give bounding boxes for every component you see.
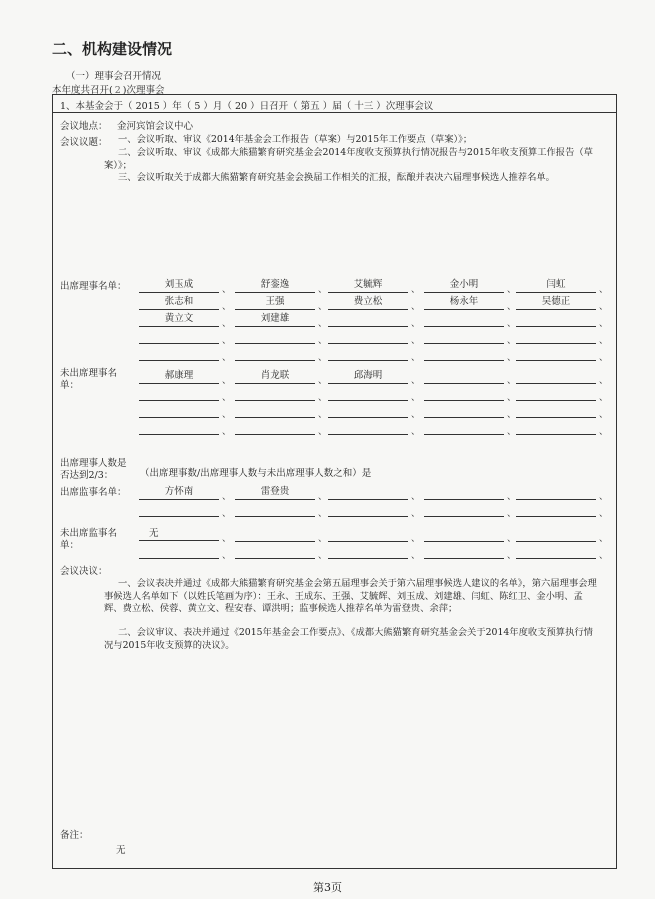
separator-comma: 、 [507, 319, 517, 329]
blank-slot [516, 420, 596, 435]
director-name: 王强 [235, 295, 315, 310]
blank-slot [235, 386, 315, 401]
separator-comma: 、 [507, 393, 517, 403]
separator-comma: 、 [507, 376, 517, 386]
quorum-label: 出席理事人数是否达到2/3： [60, 458, 127, 481]
separator-comma: 、 [411, 353, 421, 363]
separator-comma: 、 [599, 376, 609, 386]
blank-slot [328, 386, 408, 401]
attending-directors-label: 出席理事名单： [60, 281, 127, 292]
resolution-label: 会议决议： [60, 566, 108, 577]
separator-comma: 、 [222, 376, 232, 386]
separator-comma: 、 [318, 492, 328, 502]
meeting-year: 2015 [135, 101, 160, 112]
separator-comma: 、 [318, 509, 328, 519]
separator-comma: 、 [411, 509, 421, 519]
separator-comma: 、 [507, 285, 517, 295]
remarks-label: 备注： [60, 830, 89, 841]
separator-comma: 、 [411, 551, 421, 561]
separator-comma: 、 [222, 492, 232, 502]
absent-directors-label: 未出席理事名单： [60, 368, 118, 391]
quorum-note: （出席理事数/出席理事人数与未出席理事人数之和）是 [140, 468, 372, 479]
separator-comma: 、 [222, 393, 232, 403]
blank-slot [139, 420, 219, 435]
blank-slot [139, 386, 219, 401]
separator-comma: 、 [507, 492, 517, 502]
blank-slot [516, 527, 596, 542]
meeting-term-unit: ）届（ [322, 101, 352, 112]
meeting-day: 20 [234, 101, 248, 112]
blank-slot [235, 420, 315, 435]
blank-slot [424, 544, 504, 559]
annual-count-value: 2 [114, 85, 121, 96]
separator-comma: 、 [222, 302, 232, 312]
blank-slot [516, 502, 596, 517]
absent-director-name: 肖龙联 [235, 369, 315, 384]
blank-slot [516, 312, 596, 327]
blank-slot [235, 527, 315, 542]
meeting-org-prefix: 1、本基金会于（ [60, 101, 133, 112]
form-frame [52, 94, 617, 869]
separator-comma: 、 [411, 376, 421, 386]
separator-comma: 、 [599, 393, 609, 403]
director-name: 金小明 [424, 278, 504, 293]
separator-comma: 、 [507, 353, 517, 363]
separator-comma: 、 [318, 285, 328, 295]
annual-count-suffix: )次理事会 [122, 85, 165, 96]
blank-slot [516, 386, 596, 401]
separator-comma: 、 [411, 393, 421, 403]
separator-comma: 、 [411, 492, 421, 502]
blank-slot [424, 403, 504, 418]
separator-comma: 、 [599, 534, 609, 544]
blank-slot [424, 386, 504, 401]
attending-supervisors-label: 出席监事名单： [60, 487, 127, 498]
separator-comma: 、 [599, 353, 609, 363]
blank-slot [139, 346, 219, 361]
resolution-item: 二、会议审议、表决并通过《2015年基金会工作要点》、《成都大熊猫繁育研究基金会关于2014年度收支预算执行情况与2015年收支预算的决议》。 [104, 627, 593, 651]
blank-slot [424, 329, 504, 344]
blank-slot [424, 485, 504, 500]
separator-comma: 、 [222, 534, 232, 544]
director-name: 黄立文 [139, 312, 219, 327]
separator-comma: 、 [599, 410, 609, 420]
separator-comma: 、 [318, 376, 328, 386]
absent-supervisors-label: 未出席监事名单： [60, 528, 118, 551]
separator-comma: 、 [599, 551, 609, 561]
blank-slot [139, 329, 219, 344]
separator-comma: 、 [411, 285, 421, 295]
separator-comma: 、 [318, 319, 328, 329]
blank-slot [424, 502, 504, 517]
agenda-item: 三、会议听取关于成都大熊猫繁育研究基金会换届工作相关的汇报，酝酿并表决六届理事候选人推荐名单。 [118, 172, 555, 183]
separator-comma: 、 [507, 534, 517, 544]
separator-comma: 、 [318, 336, 328, 346]
meeting-session: 十三 [354, 101, 374, 112]
blank-slot [235, 329, 315, 344]
page-number: 第3页 [313, 881, 342, 894]
director-name: 舒銮逸 [235, 278, 315, 293]
separator-comma: 、 [222, 551, 232, 561]
blank-slot [235, 346, 315, 361]
separator-comma: 、 [507, 551, 517, 561]
separator-comma: 、 [318, 410, 328, 420]
blank-slot [139, 502, 219, 517]
agenda-item: 二、会议听取、审议《成都大熊猫繁育研究基金会2014年度收支预算执行情况报告与2015年收支预算工作报告（草案）》； [104, 147, 593, 171]
separator-comma: 、 [411, 302, 421, 312]
resolution-item: 一、会议表决并通过《成都大熊猫繁育研究基金会第五届理事会关于第六届理事候选人建议的名单》，第六届理事会理事候选人名单如下（以姓氏笔画为序）：王永、王成东、王强、艾毓辉、刘玉成、刘建雄、闫虹、陈红卫、金小明、孟辉、费立松、侯蓉、黄立文、程安春、谭洪明；监事候选人推荐名单为雷登贵、余萍； [104, 578, 597, 615]
section-title: 二、机构建设情况 [52, 40, 173, 58]
separator-comma: 、 [222, 410, 232, 420]
separator-comma: 、 [222, 427, 232, 437]
blank-slot [516, 346, 596, 361]
blank-slot [516, 369, 596, 384]
agenda-item: 一、会议听取、审议《2014年基金会工作报告（草案）与2015年工作要点（草案）》； [118, 134, 473, 145]
absent-director-name: 邱海明 [328, 369, 408, 384]
location-value: 金河宾馆会议中心 [117, 121, 194, 132]
separator-comma: 、 [599, 285, 609, 295]
director-name: 闫虹 [516, 278, 596, 293]
supervisor-name: 方怀南 [139, 485, 219, 500]
separator-comma: 、 [318, 302, 328, 312]
blank-slot [328, 485, 408, 500]
separator-comma: 、 [599, 427, 609, 437]
separator-comma: 、 [318, 353, 328, 363]
director-name: 杨永年 [424, 295, 504, 310]
separator-comma: 、 [507, 427, 517, 437]
separator-comma: 、 [318, 393, 328, 403]
separator-comma: 、 [599, 319, 609, 329]
separator-comma: 、 [222, 319, 232, 329]
meeting-year-unit: ）年（ [162, 101, 192, 112]
blank-slot [328, 420, 408, 435]
director-name: 吴德正 [516, 295, 596, 310]
agenda-label: 会议议题： [60, 137, 108, 148]
subsection-title: （一）理事会召开情况 [66, 71, 162, 82]
blank-slot [424, 346, 504, 361]
blank-slot [424, 312, 504, 327]
annual-count-prefix: 本年度共召开( [52, 85, 113, 96]
separator-comma: 、 [411, 336, 421, 346]
director-name: 艾毓辉 [328, 278, 408, 293]
separator-comma: 、 [411, 410, 421, 420]
blank-slot [235, 502, 315, 517]
separator-comma: 、 [318, 551, 328, 561]
meeting-month-unit: ）月（ [203, 101, 232, 112]
blank-slot [235, 544, 315, 559]
blank-slot [328, 329, 408, 344]
separator-comma: 、 [222, 353, 232, 363]
meeting-date-line [60, 98, 433, 112]
blank-slot [424, 420, 504, 435]
meeting-term: 第五 [300, 101, 320, 112]
blank-slot [328, 502, 408, 517]
blank-slot [139, 544, 219, 559]
separator-comma: 、 [222, 285, 232, 295]
meeting-month: 5 [194, 101, 201, 112]
meeting-day-unit: ）日召开（ [250, 101, 298, 112]
separator-comma: 、 [507, 302, 517, 312]
supervisor-name: 雷登贵 [235, 485, 315, 500]
separator-comma: 、 [599, 492, 609, 502]
separator-comma: 、 [507, 509, 517, 519]
blank-slot [328, 527, 408, 542]
separator-comma: 、 [507, 336, 517, 346]
separator-comma: 、 [318, 534, 328, 544]
separator-comma: 、 [599, 336, 609, 346]
separator-comma: 、 [222, 336, 232, 346]
separator-comma: 、 [599, 509, 609, 519]
separator-comma: 、 [599, 302, 609, 312]
separator-comma: 、 [318, 427, 328, 437]
blank-slot [328, 312, 408, 327]
remarks-value: 无 [116, 845, 126, 856]
separator-comma: 、 [222, 509, 232, 519]
blank-slot [424, 369, 504, 384]
blank-slot [139, 403, 219, 418]
absent-director-name: 郝康理 [139, 369, 219, 384]
blank-slot [235, 403, 315, 418]
blank-slot [328, 403, 408, 418]
separator-comma: 、 [411, 534, 421, 544]
blank-slot [328, 346, 408, 361]
director-name: 刘建雄 [235, 312, 315, 327]
blank-slot [516, 329, 596, 344]
director-name: 刘玉成 [139, 278, 219, 293]
blank-slot [516, 485, 596, 500]
blank-slot [424, 527, 504, 542]
meeting-session-unit: ）次理事会议 [376, 101, 434, 112]
separator-comma: 、 [507, 410, 517, 420]
absent-supervisor-name: 无 [139, 527, 219, 541]
director-name: 张志和 [139, 295, 219, 310]
director-name: 费立松 [328, 295, 408, 310]
separator-comma: 、 [411, 427, 421, 437]
separator-comma: 、 [411, 319, 421, 329]
location-label: 会议地点： [60, 121, 108, 132]
form-rule [52, 112, 617, 113]
blank-slot [516, 544, 596, 559]
blank-slot [516, 403, 596, 418]
blank-slot [328, 544, 408, 559]
